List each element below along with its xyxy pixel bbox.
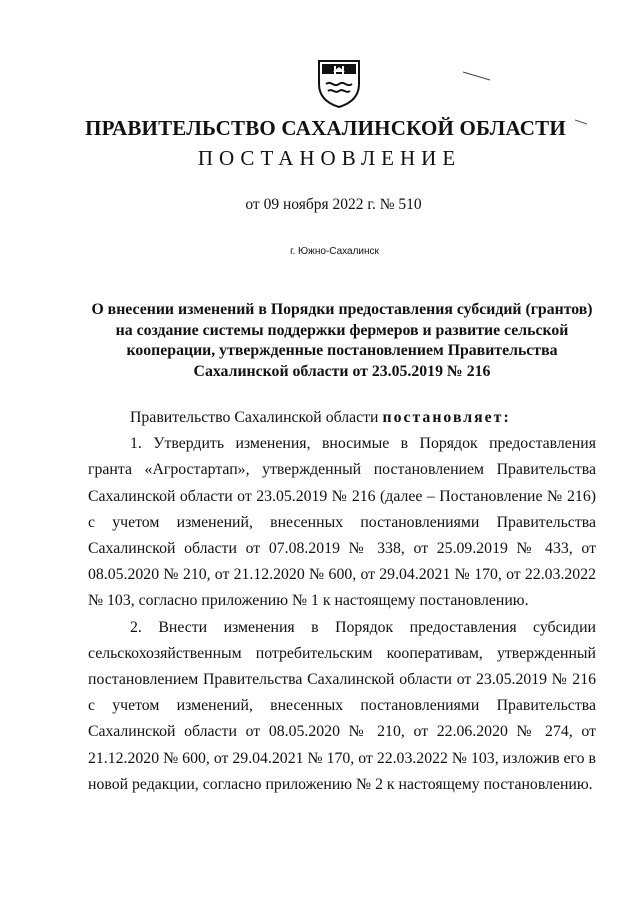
paragraph-1: 1. Утвердить изменения, вносимые в Порядок предоставления гранта «Агростартап», утвержденный постановлением Правительства Сахалинской области от 23.05.2019 № 216 (далее – Постановление № 216) с учетом изменений, внесенных постановлениями Правительства Сахалинской области от 07.08.2019 № 338, от 25.09.2019 № 433, от 08.05.2020 № 210, от 21.12.2020 № 600, от 29.04.2021 № 170, от 22.03.2022 № 103, согласно приложению № 1 к настоящему постановлению. xyxy=(88,435,596,610)
decree-place: г. Южно-Сахалинск xyxy=(290,246,379,257)
pen-mark-decoration xyxy=(462,70,492,82)
paragraph-2: 2. Внести изменения в Порядок предоставления субсидии сельскохозяйственным потребительским кооперативам, утвержденный постановлением Правительства Сахалинской области от 23.05.2019 № 216 с учетом изменений, внесенных постановлениями Правительства Сахалинской области от 08.05.2020 № 210, от 22.06.2020 № 274, от 21.12.2020 № 600, от 29.04.2021 № 170, от 22.03.2022 № 103, изложив его в новой редакции, согласно приложению № 2 к настоящему постановлению. xyxy=(88,618,596,793)
intro-text: Правительство Сахалинской области xyxy=(130,409,383,426)
intro-paragraph xyxy=(88,405,596,431)
intro-verb: постановляет: xyxy=(382,409,511,426)
decree-heading: ПОСТАНОВЛЕНИЕ xyxy=(197,146,462,170)
coat-of-arms-icon xyxy=(316,58,362,108)
decree-title: О внесении изменений в Порядки предоставления субсидий (грантов) на создание системы поддержки фермеров и развитие сельской кооперации, утвержденные постановлением Правительства Сахалинской области от 23.05.2019 № 216 xyxy=(91,301,593,380)
government-title: ПРАВИТЕЛЬСТВО САХАЛИНСКОЙ ОБЛАСТИ xyxy=(85,116,566,140)
decree-dateline: от 09 ноября 2022 г. № 510 xyxy=(245,196,422,213)
decree-body xyxy=(88,405,596,798)
